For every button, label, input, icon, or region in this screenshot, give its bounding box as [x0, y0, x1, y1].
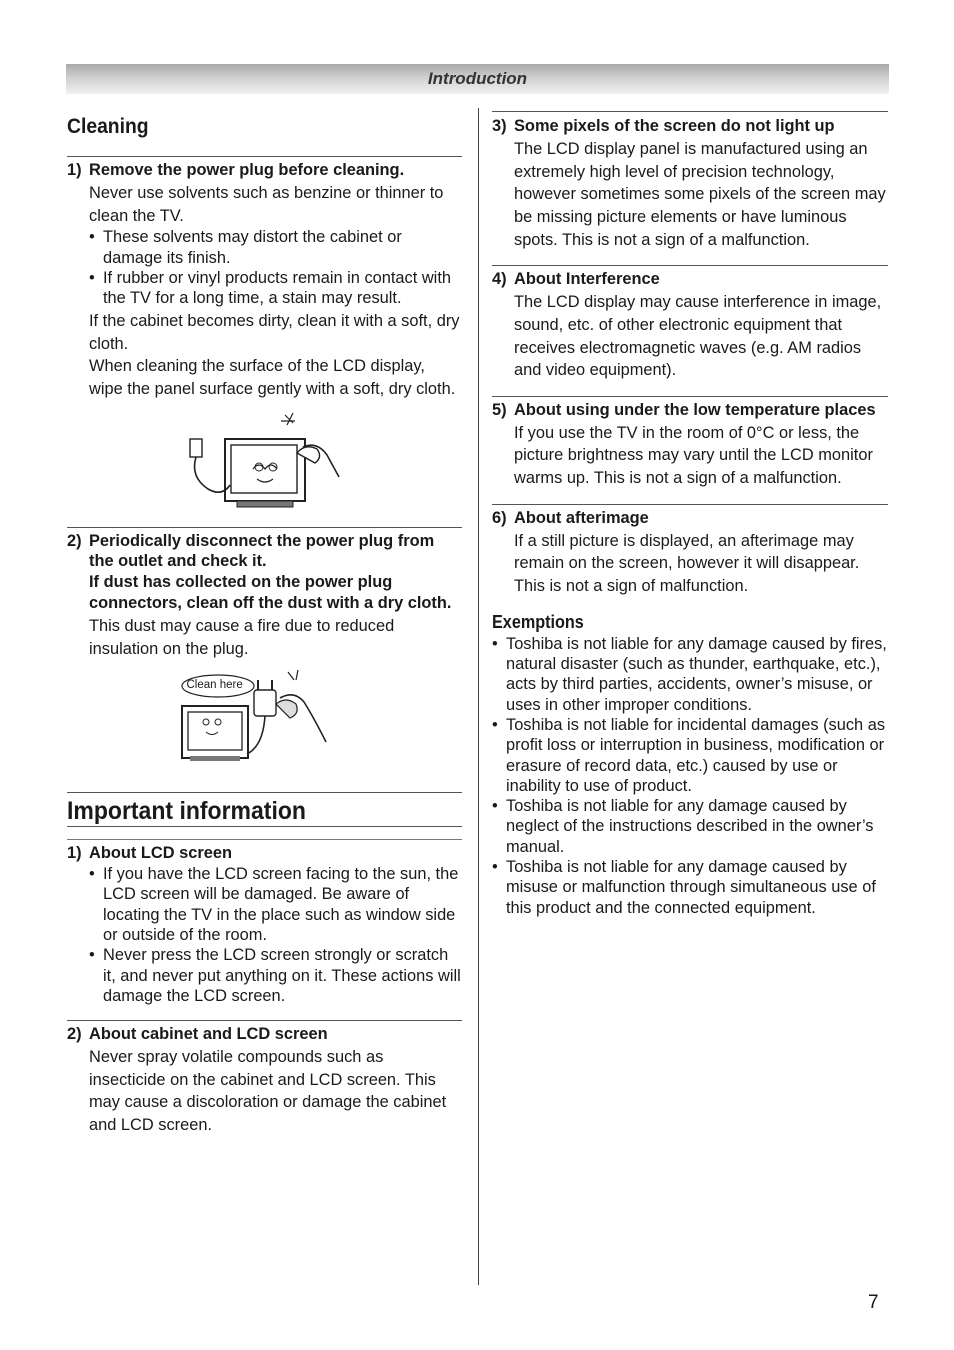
bullet-list — [89, 864, 462, 1006]
divider — [492, 111, 888, 112]
paragraph: The LCD display panel is manufactured using an extremely high level of precision technology, however sometimes some pixels of the screen may be missing picture elements or have luminous spots. This is not a sign of a malfunction. — [514, 139, 886, 249]
list-item: • Toshiba is not liable for incidental damages (such as profit loss or interruption in business, modification or erasure of record data, etc.) caused by use or inability to use of product. — [492, 715, 888, 796]
important-item-4 — [492, 269, 888, 382]
important-item-1 — [67, 843, 462, 1006]
important-item-2 — [67, 1024, 462, 1137]
list-item: • Never press the LCD screen strongly or scratch it, and never put anything on it. These actions will damage the LCD screen. — [89, 945, 462, 1006]
important-item-5 — [492, 400, 888, 490]
divider — [67, 839, 462, 840]
divider — [492, 504, 888, 505]
section-header-bar — [66, 64, 889, 94]
bullet-list — [492, 634, 888, 918]
item-heading: 2) About cabinet and LCD screen — [67, 1025, 328, 1044]
paragraph: If you use the TV in the room of 0°C or less, the picture brightness may vary until the LCD monitor warms up. This is not a sign of a malfunction. — [514, 423, 873, 488]
paragraph: This dust may cause a fire due to reduced insulation on the plug. — [89, 616, 395, 658]
item-heading: 2) Periodically disconnect the power plug from the outlet and check it. If dust has collected on the power plug connectors, clean off the dust with a dry cloth. — [67, 531, 452, 613]
item-heading: 1) About LCD screen — [67, 844, 232, 863]
paragraph: The LCD display may cause interference in image, sound, etc. of other electronic equipment that receives electromagnetic waves (e.g. AM radios and video equipment). — [514, 293, 882, 380]
page-number: 7 — [868, 1292, 879, 1313]
list-item: • Toshiba is not liable for any damage caused by fires, natural disaster (such as thunder, earthquake, etc.), acts by third parties, accidents, owner’s misuse, or uses in other improper conditions. — [492, 634, 888, 715]
divider — [492, 396, 888, 397]
bullet-list — [89, 227, 462, 309]
cleaning-item-2 — [67, 531, 462, 765]
important-item-3 — [492, 116, 888, 251]
paragraph: If a still picture is displayed, an afterimage may remain on the screen, however it will disappear. This is not a sign of malfunction. — [514, 531, 860, 596]
left-column — [67, 110, 462, 1137]
divider — [492, 265, 888, 266]
list-item: • Toshiba is not liable for any damage caused by neglect of the instructions described in the owner’s manual. — [492, 796, 888, 857]
item-heading: 4) About Interference — [492, 270, 660, 289]
item-heading: 6) About afterimage — [492, 508, 649, 527]
important-item-6 — [492, 508, 888, 598]
important-section-title: Important information — [67, 797, 306, 826]
list-item: • Toshiba is not liable for any damage caused by misuse or malfunction through simultaneous use of this product and the connected equipment. — [492, 857, 888, 918]
divider — [67, 527, 462, 528]
right-column — [492, 110, 888, 918]
list-item: • These solvents may distort the cabinet or damage its finish. — [89, 227, 462, 268]
exemptions-title: Exemptions — [492, 611, 584, 632]
list-item: • If rubber or vinyl products remain in contact with the TV for a long time, a stain may result. — [89, 268, 462, 309]
divider — [67, 1020, 462, 1021]
tv-wiping-illustration — [185, 409, 345, 519]
cleaning-item-1 — [67, 160, 462, 519]
item-heading: 1) Remove the power plug before cleaning. — [67, 161, 405, 179]
section-header-title: Introduction — [427, 69, 528, 88]
cleaning-section-title: Cleaning — [67, 115, 149, 138]
plug-cleaning-illustration — [180, 668, 350, 764]
paragraph: When cleaning the surface of the LCD display, wipe the panel surface gently with a soft, dry cloth. — [89, 357, 456, 398]
list-item: • If you have the LCD screen facing to the sun, the LCD screen will be damaged. Be aware of locating the TV in the place such as window side or outside of the room. — [89, 864, 462, 945]
item-heading: 3) Some pixels of the screen do not light up — [492, 117, 835, 135]
exemptions-section — [492, 610, 888, 918]
paragraph: Never spray volatile compounds such as insecticide on the cabinet and LCD screen. This may cause a discoloration or damage the cabinet and LCD screen. — [89, 1047, 447, 1135]
column-divider — [478, 108, 479, 1285]
divider — [67, 156, 462, 157]
item-heading: 5) About using under the low temperature places — [492, 400, 876, 419]
paragraph: Never use solvents such as benzine or thinner to clean the TV. — [89, 183, 444, 225]
paragraph: If the cabinet becomes dirty, clean it with a soft, dry cloth. — [89, 311, 460, 353]
clean-here-callout: Clean here — [186, 679, 243, 692]
